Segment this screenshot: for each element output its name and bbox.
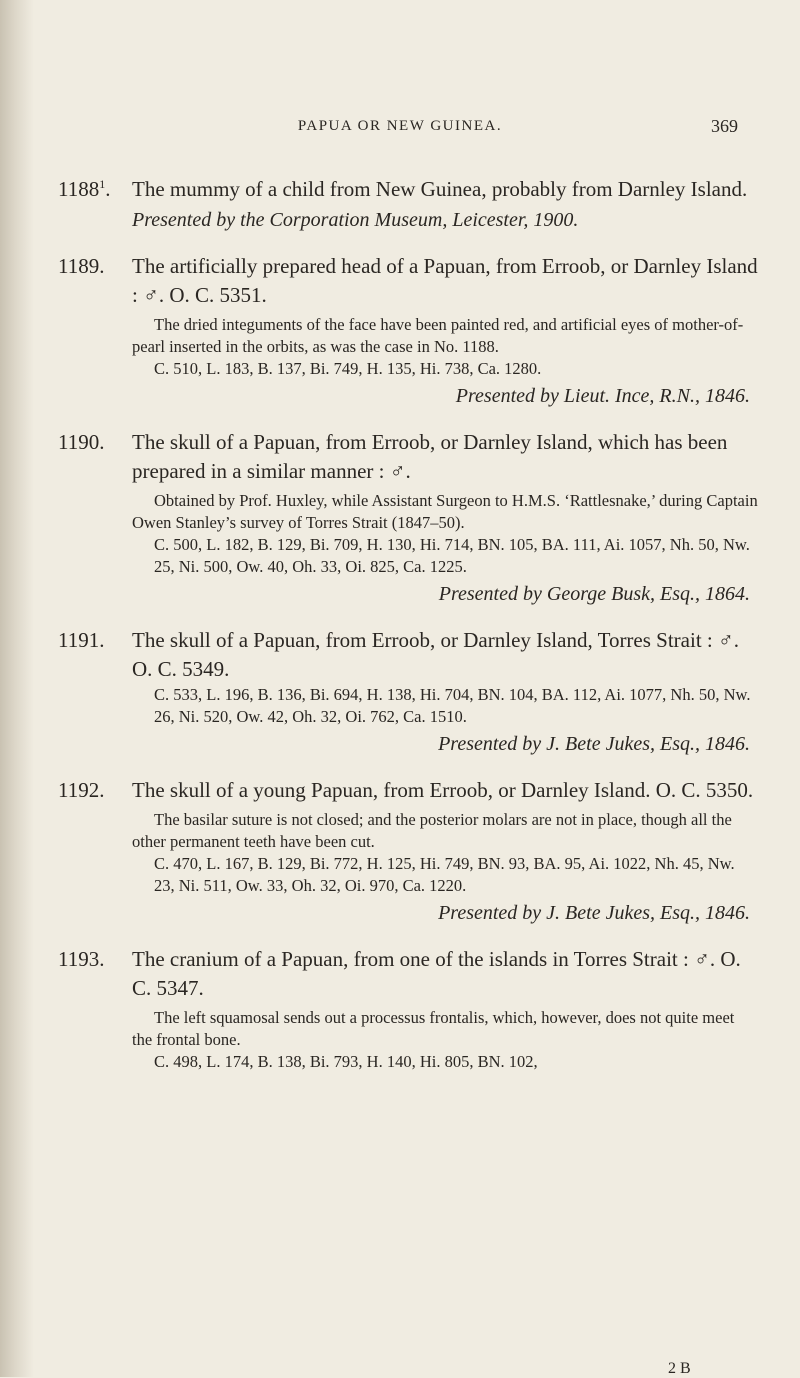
entry-heading-text: The skull of a Papuan, from Erroob, or Darnley Island, Torres Strait : ♂. O. C. 5349.: [132, 628, 740, 681]
entry-heading-text: The skull of a Papuan, from Erroob, or Darnley Island, which has been prepared in a similar manner : ♂.: [132, 430, 728, 483]
footnote-mark: 1: [99, 177, 106, 191]
signature-mark: 2 B: [668, 1360, 691, 1377]
entry-heading-text: The cranium of a Papuan, from one of the islands in Torres Strait : ♂. O. C. 5347.: [132, 947, 741, 1000]
entry-heading-text: The artificially prepared head of a Papuan, from Erroob, or Darnley Island : ♂. O. C. 5351.: [132, 254, 758, 307]
entry-1192: [58, 776, 758, 927]
entry-measurements: C. 498, L. 174, B. 138, Bi. 793, H. 140, Hi. 805, BN. 102,: [154, 1052, 538, 1071]
entry-number: 1189.: [58, 254, 105, 278]
entry-heading: [58, 428, 758, 486]
entry-heading: [58, 252, 758, 310]
entry-number: 1193.: [58, 947, 105, 971]
entry-heading-text: The mummy of a child from New Guinea, probably from Darnley Island.: [132, 177, 748, 201]
entry-heading-text: The skull of a young Papuan, from Erroob, or Darnley Island. O. C. 5350.: [132, 778, 754, 802]
entry-1188: [58, 170, 758, 234]
entry-description: The left squamosal sends out a processus frontalis, which, however, does not quite meet the frontal bone.: [132, 1008, 735, 1049]
presented-by: Presented by J. Bete Jukes, Esq., 1846.: [438, 902, 750, 924]
entry-heading: 1188$^1$. The mummy of a child from New Guinea, probably from Darnley Island.: [58, 177, 748, 201]
running-head: [0, 118, 800, 142]
entry-number: 1190.: [58, 430, 105, 454]
running-title: PAPUA OR NEW GUINEA.: [297, 118, 503, 134]
entry-heading: [58, 945, 758, 1003]
entry-number: 1188: [58, 177, 100, 201]
page-gutter-shadow: [0, 0, 34, 1377]
entry-1193: [58, 945, 758, 1073]
entry-number: 1191.: [58, 628, 105, 652]
presented-by: Presented by George Busk, Esq., 1864.: [438, 583, 750, 605]
entry-number: 1192.: [58, 778, 105, 802]
entry-measurements: C. 470, L. 167, B. 129, Bi. 772, H. 125, Hi. 749, BN. 93, BA. 95, Ai. 1022, Nh. 45, Nw. 23, Ni. 511, Ow. 33, Oh. 32, Oi. 970, Ca. 1220.: [154, 854, 735, 895]
entry-heading: [58, 776, 758, 805]
entry-1189: [58, 252, 758, 410]
entry-heading: [58, 626, 758, 684]
presented-by: Presented by J. Bete Jukes, Esq., 1846.: [438, 733, 750, 755]
catalogue-entries: [58, 170, 758, 1091]
entry-measurements: C. 510, L. 183, B. 137, Bi. 749, H. 135, Hi. 738, Ca. 1280.: [154, 359, 542, 378]
entry-measurements: C. 500, L. 182, B. 129, Bi. 709, H. 130, Hi. 714, BN. 105, BA. 111, Ai. 1057, Nh. 50, Nw. 25, Ni. 500, Ow. 40, Oh. 33, Oi. 825, Ca. 1225.: [154, 535, 750, 576]
entry-description: Obtained by Prof. Huxley, while Assistant Surgeon to H.M.S. ‘Rattlesnake,’ during Captain Owen Stanley’s survey of Torres Strait (1847–50).: [132, 491, 758, 532]
presented-by: Presented by the Corporation Museum, Leicester, 1900.: [132, 209, 579, 231]
entry-1191: [58, 626, 758, 758]
entry-description: The basilar suture is not closed; and the posterior molars are not in place, though all the other permanent teeth have been cut.: [132, 810, 732, 851]
entry-description: The dried integuments of the face have been painted red, and artificial eyes of mother-of-pearl inserted in the orbits, as was the case in No. 1188.: [132, 315, 744, 356]
page-number: 369: [711, 116, 738, 136]
presented-by: Presented by Lieut. Ince, R.N., 1846.: [455, 385, 750, 407]
entry-1190: [58, 428, 758, 608]
entry-measurements: C. 533, L. 196, B. 136, Bi. 694, H. 138, Hi. 704, BN. 104, BA. 112, Ai. 1077, Nh. 50, Nw. 26, Ni. 520, Ow. 42, Oh. 32, Oi. 762, Ca. 1510.: [154, 685, 751, 726]
